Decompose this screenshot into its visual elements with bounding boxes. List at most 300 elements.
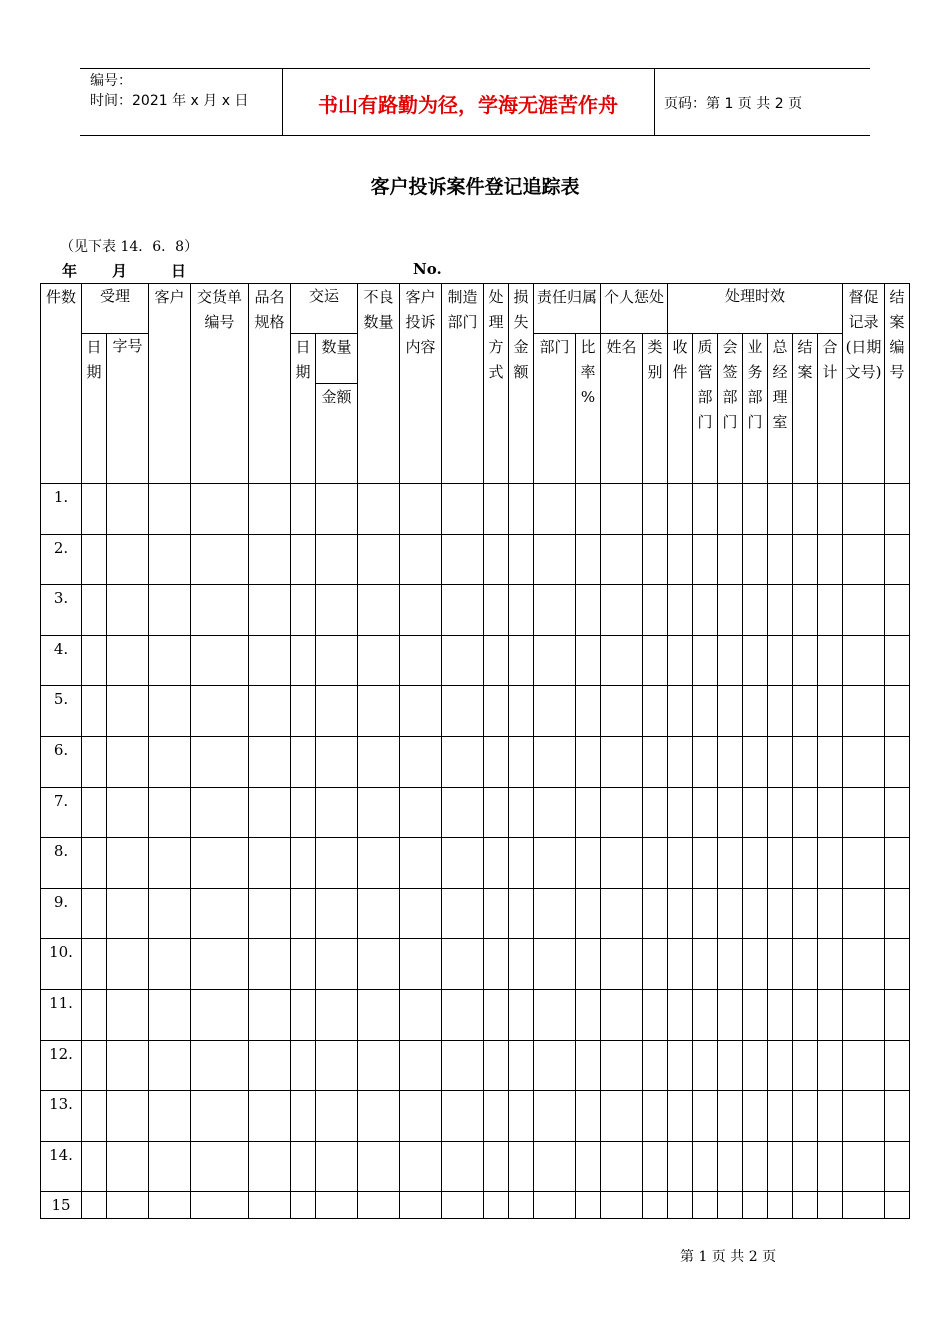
table-cell[interactable] [358,888,400,939]
table-cell[interactable] [484,787,509,838]
table-cell[interactable] [82,585,107,636]
table-cell[interactable] [576,888,601,939]
table-cell[interactable] [643,736,668,787]
table-cell[interactable] [442,787,484,838]
table-cell[interactable] [885,1192,910,1219]
table-cell[interactable] [291,635,316,686]
table-cell[interactable] [249,787,291,838]
table-cell[interactable] [818,1040,843,1091]
table-cell[interactable] [718,1040,743,1091]
table-cell[interactable] [576,736,601,787]
table-cell[interactable] [818,838,843,889]
table-cell[interactable] [291,888,316,939]
table-cell[interactable] [191,736,249,787]
table-cell[interactable] [107,736,149,787]
table-cell[interactable] [358,736,400,787]
table-cell[interactable] [291,484,316,535]
table-cell[interactable] [82,787,107,838]
table-cell[interactable] [534,838,576,889]
table-cell[interactable] [107,1091,149,1142]
table-cell[interactable] [484,585,509,636]
table-cell[interactable] [149,1192,191,1219]
table-cell[interactable] [768,585,793,636]
table-cell[interactable] [191,484,249,535]
table-cell[interactable] [291,1091,316,1142]
table-cell[interactable] [885,939,910,990]
table-cell[interactable] [843,1192,885,1219]
table-cell[interactable] [601,585,643,636]
table-cell[interactable] [82,1141,107,1192]
table-cell[interactable] [576,939,601,990]
table-cell[interactable] [358,585,400,636]
table-cell[interactable] [743,1141,768,1192]
table-cell[interactable] [400,1192,442,1219]
table-cell[interactable] [316,1141,358,1192]
table-cell[interactable] [400,838,442,889]
table-cell[interactable] [768,1192,793,1219]
table-cell[interactable] [693,1091,718,1142]
table-cell[interactable] [484,1192,509,1219]
table-cell[interactable] [484,736,509,787]
table-cell[interactable] [509,686,534,737]
table-cell[interactable] [718,838,743,889]
table-cell[interactable] [82,1040,107,1091]
table-cell[interactable] [843,1040,885,1091]
table-cell[interactable] [316,686,358,737]
table-cell[interactable] [400,939,442,990]
table-cell[interactable] [843,1091,885,1142]
table-cell[interactable] [509,534,534,585]
table-cell[interactable] [693,1040,718,1091]
table-cell[interactable] [693,787,718,838]
table-cell[interactable] [82,939,107,990]
table-cell[interactable] [249,838,291,889]
table-cell[interactable] [885,736,910,787]
table-cell[interactable] [818,484,843,535]
table-cell[interactable] [693,888,718,939]
table-cell[interactable] [718,1192,743,1219]
table-cell[interactable] [576,1192,601,1219]
table-cell[interactable] [693,686,718,737]
table-cell[interactable] [82,838,107,889]
table-cell[interactable] [818,686,843,737]
table-cell[interactable] [768,534,793,585]
table-cell[interactable] [191,888,249,939]
table-cell[interactable] [484,838,509,889]
table-cell[interactable] [793,787,818,838]
table-cell[interactable] [400,1091,442,1142]
table-cell[interactable] [668,838,693,889]
table-cell[interactable] [509,1091,534,1142]
table-cell[interactable] [249,686,291,737]
table-cell[interactable] [107,1040,149,1091]
table-cell[interactable] [601,787,643,838]
table-cell[interactable] [291,989,316,1040]
table-cell[interactable] [316,838,358,889]
table-cell[interactable] [693,635,718,686]
table-cell[interactable] [843,484,885,535]
table-cell[interactable] [107,635,149,686]
table-cell[interactable] [885,585,910,636]
table-cell[interactable] [768,1091,793,1142]
table-cell[interactable] [793,1141,818,1192]
table-cell[interactable] [843,736,885,787]
table-cell[interactable] [149,939,191,990]
table-cell[interactable] [885,534,910,585]
table-cell[interactable] [149,1141,191,1192]
table-cell[interactable] [316,1040,358,1091]
table-cell[interactable] [149,989,191,1040]
table-cell[interactable] [818,1192,843,1219]
table-cell[interactable] [768,787,793,838]
table-cell[interactable] [843,1141,885,1192]
table-cell[interactable] [484,635,509,686]
table-cell[interactable] [693,534,718,585]
table-cell[interactable] [82,686,107,737]
table-cell[interactable] [484,534,509,585]
table-cell[interactable] [316,484,358,535]
table-cell[interactable] [82,635,107,686]
table-cell[interactable] [718,787,743,838]
table-cell[interactable] [149,736,191,787]
table-cell[interactable] [191,1091,249,1142]
table-cell[interactable] [885,787,910,838]
table-cell[interactable] [484,888,509,939]
table-cell[interactable] [718,1141,743,1192]
table-cell[interactable] [291,736,316,787]
table-cell[interactable] [743,686,768,737]
table-cell[interactable] [885,484,910,535]
table-cell[interactable] [358,534,400,585]
table-cell[interactable] [249,1091,291,1142]
table-cell[interactable] [107,534,149,585]
table-cell[interactable] [793,989,818,1040]
table-cell[interactable] [509,585,534,636]
table-cell[interactable] [191,787,249,838]
table-cell[interactable] [358,1091,400,1142]
table-cell[interactable] [509,1040,534,1091]
table-cell[interactable] [718,686,743,737]
table-cell[interactable] [107,585,149,636]
table-cell[interactable] [149,635,191,686]
table-cell[interactable] [743,736,768,787]
table-cell[interactable] [249,484,291,535]
table-cell[interactable] [509,1141,534,1192]
table-cell[interactable] [291,585,316,636]
table-cell[interactable] [793,534,818,585]
table-cell[interactable] [643,1141,668,1192]
table-cell[interactable] [400,635,442,686]
table-cell[interactable] [534,787,576,838]
table-cell[interactable] [643,1091,668,1142]
table-cell[interactable] [668,888,693,939]
table-cell[interactable] [442,534,484,585]
table-cell[interactable] [358,989,400,1040]
table-cell[interactable] [442,635,484,686]
table-cell[interactable] [818,787,843,838]
table-cell[interactable] [249,1141,291,1192]
table-cell[interactable] [509,484,534,535]
table-cell[interactable] [149,888,191,939]
table-cell[interactable] [509,787,534,838]
table-cell[interactable] [534,1141,576,1192]
table-cell[interactable] [643,585,668,636]
table-cell[interactable] [793,484,818,535]
table-cell[interactable] [768,1141,793,1192]
table-cell[interactable] [668,736,693,787]
table-cell[interactable] [743,484,768,535]
table-cell[interactable] [191,1141,249,1192]
table-cell[interactable] [885,888,910,939]
table-cell[interactable] [668,1141,693,1192]
table-cell[interactable] [601,534,643,585]
table-cell[interactable] [509,989,534,1040]
table-cell[interactable] [718,585,743,636]
table-cell[interactable] [668,1192,693,1219]
table-cell[interactable] [576,989,601,1040]
table-cell[interactable] [358,787,400,838]
table-cell[interactable] [400,989,442,1040]
table-cell[interactable] [818,939,843,990]
table-cell[interactable] [793,939,818,990]
table-cell[interactable] [601,1192,643,1219]
table-cell[interactable] [818,888,843,939]
table-cell[interactable] [484,686,509,737]
table-cell[interactable] [768,888,793,939]
table-cell[interactable] [818,1091,843,1142]
table-cell[interactable] [576,484,601,535]
table-cell[interactable] [509,635,534,686]
table-cell[interactable] [107,838,149,889]
table-cell[interactable] [768,686,793,737]
table-cell[interactable] [149,686,191,737]
table-cell[interactable] [601,838,643,889]
table-cell[interactable] [509,1192,534,1219]
table-cell[interactable] [509,939,534,990]
table-cell[interactable] [668,939,693,990]
table-cell[interactable] [358,635,400,686]
table-cell[interactable] [576,1141,601,1192]
table-cell[interactable] [82,1192,107,1219]
table-cell[interactable] [534,888,576,939]
table-cell[interactable] [668,1040,693,1091]
table-cell[interactable] [249,635,291,686]
table-cell[interactable] [885,1091,910,1142]
table-cell[interactable] [601,635,643,686]
table-cell[interactable] [668,534,693,585]
table-cell[interactable] [316,534,358,585]
table-cell[interactable] [718,888,743,939]
table-cell[interactable] [743,585,768,636]
table-cell[interactable] [885,1141,910,1192]
table-cell[interactable] [793,635,818,686]
table-cell[interactable] [191,635,249,686]
table-cell[interactable] [400,787,442,838]
table-cell[interactable] [534,989,576,1040]
table-cell[interactable] [643,1192,668,1219]
table-cell[interactable] [743,939,768,990]
table-cell[interactable] [885,838,910,889]
table-cell[interactable] [82,534,107,585]
table-cell[interactable] [82,736,107,787]
table-cell[interactable] [442,484,484,535]
table-cell[interactable] [668,686,693,737]
table-cell[interactable] [358,686,400,737]
table-cell[interactable] [693,585,718,636]
table-cell[interactable] [249,888,291,939]
table-cell[interactable] [534,939,576,990]
table-cell[interactable] [668,635,693,686]
table-cell[interactable] [718,534,743,585]
table-cell[interactable] [743,635,768,686]
table-cell[interactable] [843,939,885,990]
table-cell[interactable] [82,484,107,535]
table-cell[interactable] [291,534,316,585]
table-cell[interactable] [743,534,768,585]
table-cell[interactable] [249,939,291,990]
table-cell[interactable] [107,787,149,838]
table-cell[interactable] [885,635,910,686]
table-cell[interactable] [442,1091,484,1142]
table-cell[interactable] [818,989,843,1040]
table-cell[interactable] [249,989,291,1040]
table-cell[interactable] [885,1040,910,1091]
table-cell[interactable] [601,939,643,990]
table-cell[interactable] [191,534,249,585]
table-cell[interactable] [442,888,484,939]
table-cell[interactable] [534,686,576,737]
table-cell[interactable] [576,1091,601,1142]
table-cell[interactable] [793,1040,818,1091]
table-cell[interactable] [643,635,668,686]
table-cell[interactable] [400,484,442,535]
table-cell[interactable] [668,787,693,838]
table-cell[interactable] [358,1141,400,1192]
table-cell[interactable] [509,888,534,939]
table-cell[interactable] [249,585,291,636]
table-cell[interactable] [191,1040,249,1091]
table-cell[interactable] [793,736,818,787]
table-cell[interactable] [601,1040,643,1091]
table-cell[interactable] [191,1192,249,1219]
table-cell[interactable] [442,686,484,737]
table-cell[interactable] [316,635,358,686]
table-cell[interactable] [358,484,400,535]
table-cell[interactable] [885,686,910,737]
table-cell[interactable] [793,838,818,889]
table-cell[interactable] [601,1091,643,1142]
table-cell[interactable] [601,736,643,787]
table-cell[interactable] [693,1141,718,1192]
table-cell[interactable] [743,1192,768,1219]
table-cell[interactable] [509,838,534,889]
table-cell[interactable] [534,1040,576,1091]
table-cell[interactable] [316,888,358,939]
table-cell[interactable] [291,1040,316,1091]
table-cell[interactable] [643,787,668,838]
table-cell[interactable] [793,888,818,939]
table-cell[interactable] [149,787,191,838]
table-cell[interactable] [291,1141,316,1192]
table-cell[interactable] [442,939,484,990]
table-cell[interactable] [484,484,509,535]
table-cell[interactable] [718,939,743,990]
table-cell[interactable] [358,1040,400,1091]
table-cell[interactable] [191,989,249,1040]
table-cell[interactable] [534,635,576,686]
table-cell[interactable] [576,686,601,737]
table-cell[interactable] [576,1040,601,1091]
table-cell[interactable] [743,1040,768,1091]
table-cell[interactable] [534,736,576,787]
table-cell[interactable] [316,939,358,990]
table-cell[interactable] [743,838,768,889]
table-cell[interactable] [843,888,885,939]
table-cell[interactable] [149,838,191,889]
table-cell[interactable] [718,635,743,686]
table-cell[interactable] [718,736,743,787]
table-cell[interactable] [291,1192,316,1219]
table-cell[interactable] [768,1040,793,1091]
table-cell[interactable] [291,838,316,889]
table-cell[interactable] [576,585,601,636]
table-cell[interactable] [743,787,768,838]
table-cell[interactable] [843,838,885,889]
table-cell[interactable] [643,989,668,1040]
table-cell[interactable] [400,1040,442,1091]
table-cell[interactable] [793,686,818,737]
table-cell[interactable] [442,1141,484,1192]
table-cell[interactable] [400,585,442,636]
table-cell[interactable] [358,939,400,990]
table-cell[interactable] [442,1192,484,1219]
table-cell[interactable] [107,484,149,535]
table-cell[interactable] [107,939,149,990]
table-cell[interactable] [249,1192,291,1219]
table-cell[interactable] [484,1040,509,1091]
table-cell[interactable] [668,585,693,636]
table-cell[interactable] [601,484,643,535]
table-cell[interactable] [82,1091,107,1142]
table-cell[interactable] [693,484,718,535]
table-cell[interactable] [818,635,843,686]
table-cell[interactable] [442,1040,484,1091]
table-cell[interactable] [358,1192,400,1219]
table-cell[interactable] [818,585,843,636]
table-cell[interactable] [400,736,442,787]
table-cell[interactable] [442,736,484,787]
table-cell[interactable] [643,888,668,939]
table-cell[interactable] [693,736,718,787]
table-cell[interactable] [149,585,191,636]
table-cell[interactable] [576,534,601,585]
table-cell[interactable] [643,534,668,585]
table-cell[interactable] [843,686,885,737]
table-cell[interactable] [843,534,885,585]
table-cell[interactable] [358,838,400,889]
table-cell[interactable] [191,585,249,636]
table-cell[interactable] [442,585,484,636]
table-cell[interactable] [149,484,191,535]
table-cell[interactable] [249,736,291,787]
table-cell[interactable] [484,1141,509,1192]
table-cell[interactable] [743,989,768,1040]
table-cell[interactable] [191,686,249,737]
table-cell[interactable] [316,989,358,1040]
table-cell[interactable] [818,736,843,787]
table-cell[interactable] [534,534,576,585]
table-cell[interactable] [400,534,442,585]
